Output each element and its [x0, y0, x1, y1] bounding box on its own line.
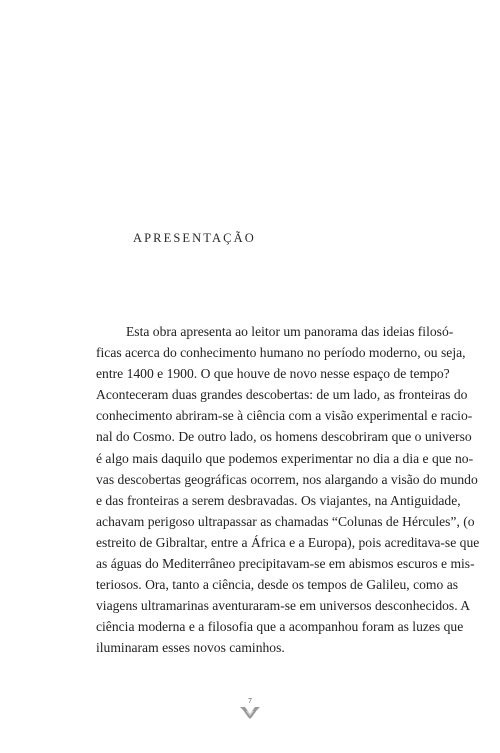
text-line: as águas do Mediterrâneo precipitavam-se em abismos escuros e mis-: [96, 556, 475, 572]
text-line: nal do Cosmo. De outro lado, os homens descobriram que o universo: [96, 429, 472, 445]
text-line: iluminaram esses novos caminhos.: [96, 640, 285, 656]
text-line: Esta obra apresenta ao leitor um panorama das ideias filosó-: [126, 324, 454, 339]
text-line: vas descobertas geográficas ocorrem, nos alargando a visão do mundo: [96, 471, 478, 487]
page-number: 7: [248, 697, 252, 705]
text-line: conhecimento abriram-se à ciência com a visão experimental e racio-: [96, 408, 473, 424]
text-line: ciência moderna e a filosofia que a acompanhou foram as luzes que: [96, 619, 464, 635]
text-line: teriosos. Ora, tanto a ciência, desde os tempos de Galileu, como as: [96, 577, 459, 593]
body-paragraph: [96, 321, 480, 659]
chapter-title: APRESENTAÇÃO: [133, 231, 256, 245]
text-line: é algo mais daquilo que podemos experimentar no dia a dia e que no-: [96, 450, 474, 466]
publisher-logo-icon: [239, 705, 261, 719]
page-footer: [0, 697, 500, 719]
text-line: ficas acerca do conhecimento humano no período moderno, ou seja,: [96, 345, 466, 361]
text-line: achavam perigoso ultrapassar as chamadas “Colunas de Hércules”, (o: [96, 513, 475, 529]
text-line: viagens ultramarinas aventuraram-se em universos desconhecidos. A: [96, 598, 471, 614]
text-line: e das fronteiras a serem desbravadas. Os viajantes, na Antiguidade,: [96, 492, 461, 508]
text-line: entre 1400 e 1900. O que houve de novo nesse espaço de tempo?: [96, 366, 450, 382]
text-line: estreito de Gibraltar, entre a África e a Europa), pois acreditava-se que: [96, 534, 480, 550]
text-line: Aconteceram duas grandes descobertas: de um lado, as fronteiras do: [96, 387, 468, 403]
